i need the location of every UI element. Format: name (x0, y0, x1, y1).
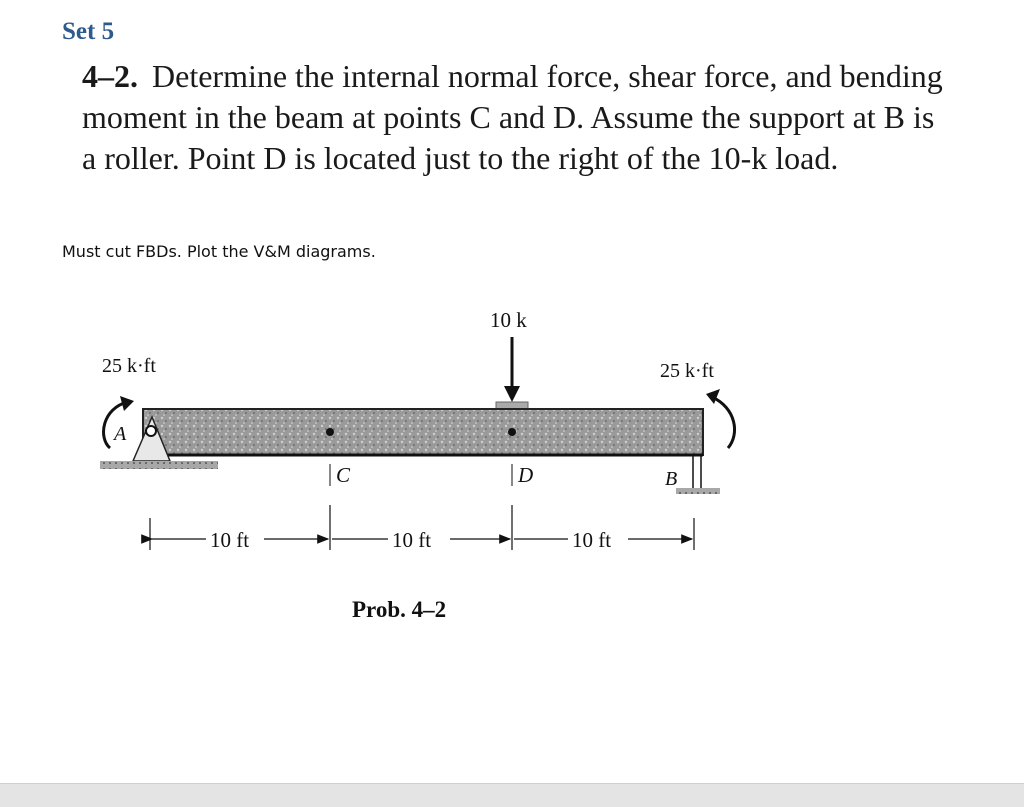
dimension-label-1: 10 ft (210, 528, 250, 552)
set-title: Set 5 (62, 18, 115, 45)
problem-statement (82, 56, 952, 179)
point-b-label: B (665, 468, 678, 490)
beam (143, 409, 703, 455)
problem-text: Determine the internal normal force, shear force, and bending moment in the beam at points C and D. Assume the support at B is a roller. Point D is located just to the right of the 10-k load. (82, 58, 943, 176)
moment-right-label: 25 k·ft (660, 360, 714, 382)
figure-caption: Prob. 4–2 (352, 597, 447, 622)
point-d-label: D (518, 463, 534, 487)
point-c-label: C (336, 463, 351, 487)
dimension-label-3: 10 ft (572, 528, 612, 552)
problem-number: 4–2. (82, 58, 138, 94)
instructions-note: Must cut FBDs. Plot the V&M diagrams. (62, 242, 376, 261)
point-d-marker (508, 428, 516, 436)
point-c-marker (326, 428, 334, 436)
moment-right-arrow (712, 397, 735, 448)
load-arrow (496, 337, 528, 409)
dimension-label-2: 10 ft (392, 528, 432, 552)
roller-support-b (676, 455, 720, 494)
bottom-scrollbar[interactable] (0, 783, 1024, 807)
load-label: 10 k (490, 308, 527, 332)
beam-figure (0, 280, 1024, 640)
moment-left-label: 25 k·ft (102, 355, 156, 377)
beam-diagram (0, 280, 1024, 640)
point-a-label: A (114, 423, 127, 445)
